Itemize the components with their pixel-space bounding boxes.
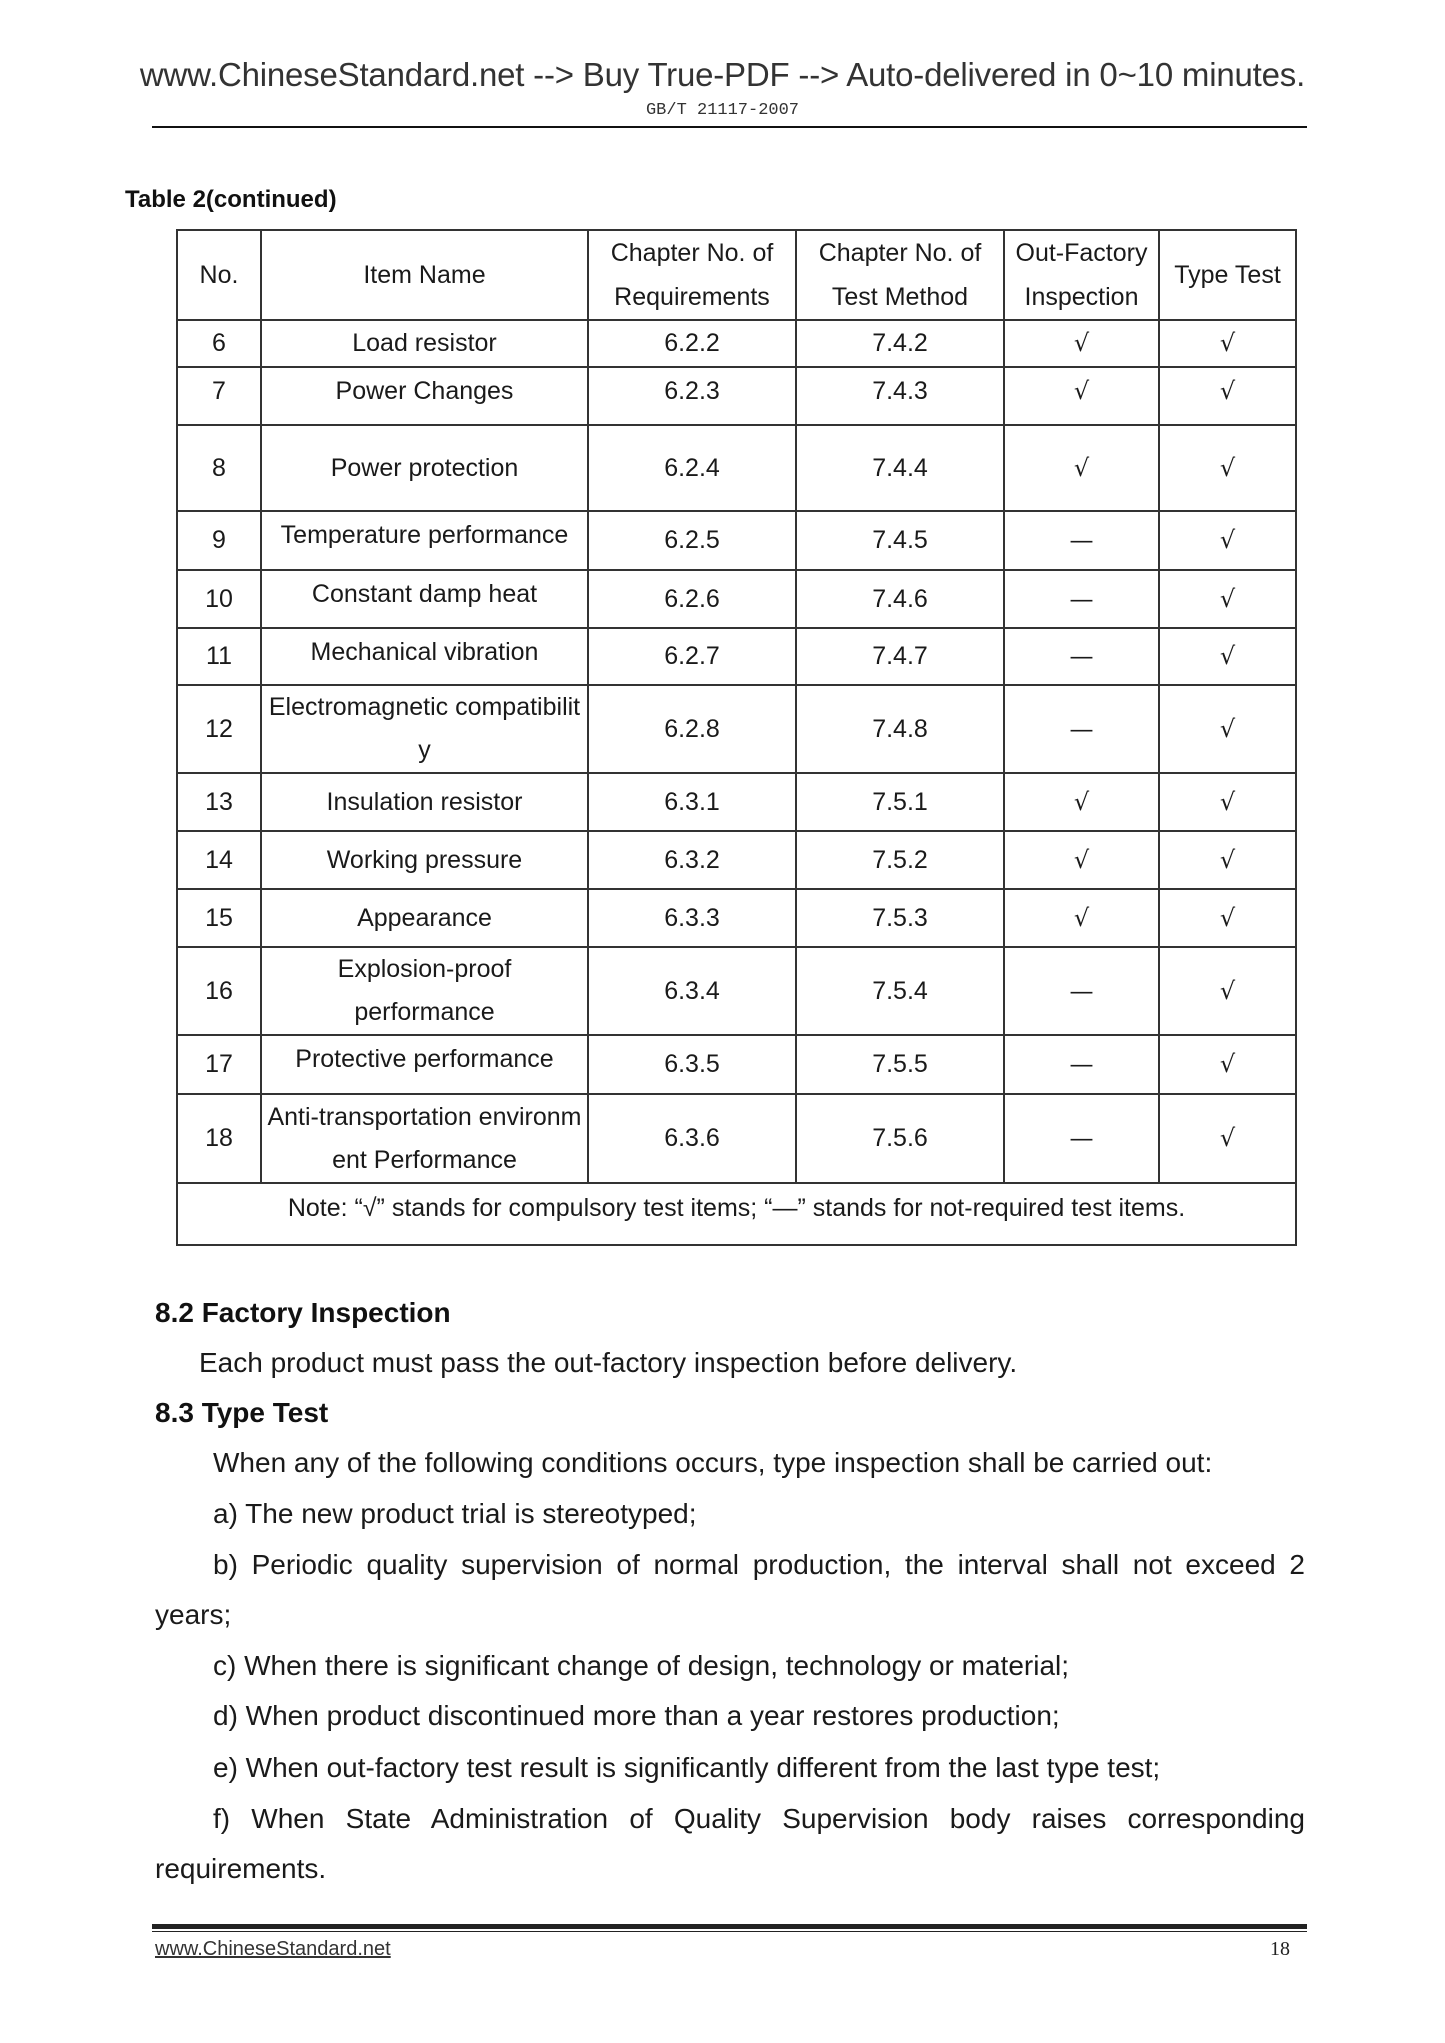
cell-no: 15 [177,889,261,947]
cell-requirements: 6.2.6 [588,570,796,628]
condition-b-line2: years; [155,1599,232,1630]
cell-requirements: 6.3.4 [588,947,796,1035]
cell-item-name: Temperature performance [261,511,588,570]
cell-test-method: 7.5.3 [796,889,1004,947]
cell-test-method: 7.5.4 [796,947,1004,1035]
cell-item-name-line2: y [418,736,431,764]
cell-out-factory: — [1004,1035,1159,1094]
table-row [177,511,1296,570]
cell-out-factory: — [1004,1094,1159,1183]
cell-type-test: √ [1159,570,1296,628]
cell-no: 11 [177,628,261,685]
cell-item-name: Mechanical vibration [261,628,588,685]
standard-code: GB/T 21117-2007 [645,101,800,120]
table-header-row [177,230,1296,320]
cell-requirements: 6.3.6 [588,1094,796,1183]
cell-type-test: √ [1159,367,1296,425]
col-header-requirements-line1: Chapter No. of [610,239,774,267]
table-row [177,570,1296,628]
cell-type-test: √ [1159,320,1296,367]
page-number: 18 [1270,1938,1290,1960]
condition-d: d) When product discontinued more than a year restores production; [213,1700,1060,1731]
table-row [177,1094,1296,1183]
cell-out-factory: √ [1004,889,1159,947]
cell-test-method: 7.4.4 [796,425,1004,511]
cell-type-test: √ [1159,831,1296,889]
cell-requirements: 6.3.5 [588,1035,796,1094]
cell-no: 12 [177,685,261,773]
table-row [177,367,1296,425]
table-row [177,831,1296,889]
cell-no: 18 [177,1094,261,1183]
cell-type-test: √ [1159,685,1296,773]
cell-item-name: Constant damp heat [261,570,588,628]
cell-no: 8 [177,425,261,511]
col-header-type-test: Type Test [1159,230,1296,320]
cell-item-name: Appearance [261,889,588,947]
cell-out-factory: √ [1004,320,1159,367]
section-8-2-body: Each product must pass the out-factory inspection before delivery. [199,1347,1018,1378]
table-row [177,773,1296,831]
cell-out-factory: — [1004,511,1159,570]
col-header-test-method [796,230,1004,320]
cell-type-test: √ [1159,947,1296,1035]
cell-test-method: 7.5.6 [796,1094,1004,1183]
cell-no: 10 [177,570,261,628]
cell-item-name-line1: Electromagnetic compatibilit [268,693,581,721]
cell-test-method: 7.4.3 [796,367,1004,425]
cell-out-factory: √ [1004,367,1159,425]
cell-no: 17 [177,1035,261,1094]
col-header-test-method-line2: Test Method [831,283,969,311]
cell-no: 14 [177,831,261,889]
condition-f-line1: f) When State Administration of Quality Supervision body raises corresponding [213,1803,1305,1834]
cell-item-name: Working pressure [261,831,588,889]
cell-item-name: Protective performance [261,1035,588,1094]
table-row [177,628,1296,685]
cell-requirements: 6.2.8 [588,685,796,773]
cell-item-name: Load resistor [261,320,588,367]
cell-requirements: 6.3.1 [588,773,796,831]
col-header-out-factory-line2: Inspection [1024,283,1139,311]
cell-item-name: Insulation resistor [261,773,588,831]
cell-test-method: 7.4.7 [796,628,1004,685]
cell-requirements: 6.3.2 [588,831,796,889]
cell-no: 13 [177,773,261,831]
cell-item-name [261,947,588,1035]
cell-type-test: √ [1159,1035,1296,1094]
cell-test-method: 7.4.5 [796,511,1004,570]
cell-type-test: √ [1159,425,1296,511]
cell-test-method: 7.5.5 [796,1035,1004,1094]
col-header-out-factory-line1: Out-Factory [1015,239,1148,267]
cell-item-name-line2: ent Performance [332,1145,517,1174]
cell-item-name [261,685,588,773]
cell-out-factory: √ [1004,831,1159,889]
section-8-3-intro: When any of the following conditions occurs, type inspection shall be carried out: [213,1447,1213,1478]
table-note: Note: “√” stands for compulsory test items; “—” stands for not-required test items. [177,1183,1296,1245]
cell-type-test: √ [1159,773,1296,831]
cell-no: 9 [177,511,261,570]
table-note-row [177,1183,1296,1245]
section-heading-8-2: 8.2 Factory Inspection [155,1297,451,1328]
cell-out-factory: — [1004,947,1159,1035]
col-header-test-method-line1: Chapter No. of [818,239,982,267]
cell-item-name-line1: Explosion-proof [337,955,512,983]
cell-test-method: 7.4.8 [796,685,1004,773]
cell-out-factory: — [1004,570,1159,628]
table-row [177,425,1296,511]
section-heading-8-3: 8.3 Type Test [155,1397,329,1428]
top-banner: www.ChineseStandard.net --> Buy True-PDF --> Auto-delivered in 0~10 minutes. [139,56,1306,93]
condition-a: a) The new product trial is stereotyped; [213,1498,697,1529]
col-header-requirements [588,230,796,320]
cell-item-name-line1: Anti-transportation environm [267,1102,582,1131]
col-header-item-name: Item Name [261,230,588,320]
cell-out-factory: — [1004,685,1159,773]
condition-e: e) When out-factory test result is significantly different from the last type test; [213,1752,1161,1783]
footer-website-link[interactable]: www.ChineseStandard.net [155,1938,391,1960]
table-row [177,947,1296,1035]
cell-type-test: √ [1159,1094,1296,1183]
table-row [177,1035,1296,1094]
cell-item-name [261,1094,588,1183]
cell-requirements: 6.3.3 [588,889,796,947]
cell-test-method: 7.4.6 [796,570,1004,628]
col-header-no: No. [177,230,261,320]
condition-b-line1: b) Periodic quality supervision of normal production, the interval shall not exceed 2 [213,1549,1305,1580]
cell-test-method: 7.5.2 [796,831,1004,889]
table-row [177,320,1296,367]
cell-out-factory: √ [1004,773,1159,831]
cell-out-factory: √ [1004,425,1159,511]
footer-divider-thick [152,1924,1307,1929]
cell-requirements: 6.2.2 [588,320,796,367]
cell-no: 6 [177,320,261,367]
cell-requirements: 6.2.7 [588,628,796,685]
col-header-out-factory [1004,230,1159,320]
col-header-requirements-line2: Requirements [614,283,770,311]
cell-out-factory: — [1004,628,1159,685]
cell-item-name: Power protection [261,425,588,511]
table-row [177,889,1296,947]
cell-item-name: Power Changes [261,367,588,425]
cell-requirements: 6.2.4 [588,425,796,511]
condition-c: c) When there is significant change of design, technology or material; [213,1650,1070,1681]
cell-type-test: √ [1159,628,1296,685]
cell-test-method: 7.5.1 [796,773,1004,831]
cell-requirements: 6.2.3 [588,367,796,425]
condition-f-line2: requirements. [155,1853,327,1884]
cell-requirements: 6.2.5 [588,511,796,570]
footer-divider-thin [152,1931,1307,1932]
inspection-items-table [176,229,1297,1246]
cell-item-name-line2: performance [354,998,495,1026]
cell-type-test: √ [1159,889,1296,947]
header-divider [152,126,1307,128]
cell-test-method: 7.4.2 [796,320,1004,367]
cell-type-test: √ [1159,511,1296,570]
cell-no: 16 [177,947,261,1035]
table-title: Table 2(continued) [125,186,337,213]
table-row [177,685,1296,773]
cell-no: 7 [177,367,261,425]
